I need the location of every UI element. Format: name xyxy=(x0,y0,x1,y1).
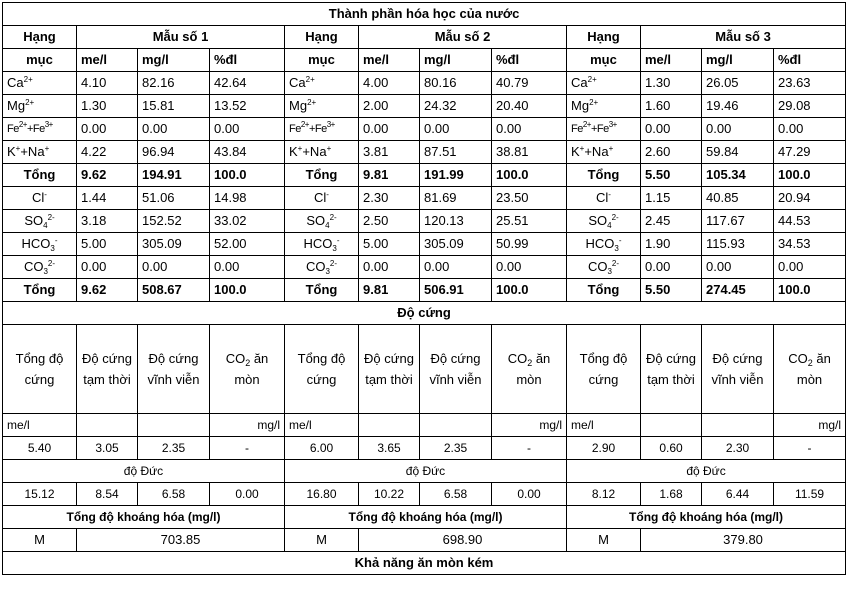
cell-value: 40.79 xyxy=(492,72,567,95)
muc-label: mục xyxy=(567,49,641,72)
ion-label-so4: $SO_4^{2-}$ xyxy=(285,210,359,233)
total-value: 191.99 xyxy=(420,164,492,187)
cell-value: 51.06 xyxy=(138,187,210,210)
total-value: 508.67 xyxy=(138,279,210,302)
cell-value: 82.16 xyxy=(138,72,210,95)
mineralization-label: Tổng độ khoáng hóa (mg/l) xyxy=(567,506,846,529)
ion-label-mg: $Mg^{2+}$ xyxy=(567,95,641,118)
cell-value: 23.63 xyxy=(774,72,846,95)
cell-value: 0.00 xyxy=(492,256,567,279)
total-value: 5.50 xyxy=(641,164,702,187)
hardness-value: 2.35 xyxy=(138,437,210,460)
total-value: 9.62 xyxy=(77,164,138,187)
unit-mgl: mg/l xyxy=(774,414,846,437)
total-value: 105.34 xyxy=(702,164,774,187)
cell-value: 5.00 xyxy=(359,233,420,256)
hco3-row xyxy=(3,233,846,256)
cell-value: 1.30 xyxy=(641,72,702,95)
m-label: M xyxy=(567,529,641,552)
cell-value: 0.00 xyxy=(77,256,138,279)
cell-value: 120.13 xyxy=(420,210,492,233)
cell-value: 96.94 xyxy=(138,141,210,164)
hang-muc-header-3: Hạng xyxy=(567,26,641,49)
permanent-hardness-header: Độ cứng vĩnh viễn xyxy=(138,325,210,414)
mineralization-value-row xyxy=(3,529,846,552)
permanent-hardness-header: Độ cứng vĩnh viễn xyxy=(420,325,492,414)
ion-label-fe: $Fe^{2+}+Fe^{3+}$ xyxy=(285,118,359,141)
empty-cell xyxy=(138,414,210,437)
footer-row xyxy=(3,552,846,575)
cation-total-row xyxy=(3,164,846,187)
hardness-value: 0.00 xyxy=(210,483,285,506)
cell-value: 1.15 xyxy=(641,187,702,210)
unit-mgl: mg/l xyxy=(210,414,285,437)
hardness-value: 15.12 xyxy=(3,483,77,506)
cell-value: 4.00 xyxy=(359,72,420,95)
mineralization-value: 698.90 xyxy=(359,529,567,552)
co2-corrosive-header: $CO_2$ ăn mòn xyxy=(774,325,846,414)
ion-label-ca: $Ca^{2+}$ xyxy=(3,72,77,95)
cell-value: 0.00 xyxy=(774,256,846,279)
ion-label-mg: $Mg^{2+}$ xyxy=(3,95,77,118)
cell-value: 115.93 xyxy=(702,233,774,256)
ion-label-co3: $CO_3^{2-}$ xyxy=(3,256,77,279)
cell-value: 50.99 xyxy=(492,233,567,256)
cell-value: 2.30 xyxy=(359,187,420,210)
cell-value: 1.90 xyxy=(641,233,702,256)
hardness-unit-row xyxy=(3,414,846,437)
empty-cell xyxy=(77,414,138,437)
cell-value: 0.00 xyxy=(702,118,774,141)
ion-label-fe: $Fe^{2+}+Fe^{3+}$ xyxy=(567,118,641,141)
hardness-value: 0.00 xyxy=(492,483,567,506)
co3-row xyxy=(3,256,846,279)
mineralization-value: 703.85 xyxy=(77,529,285,552)
muc-label: mục xyxy=(3,49,77,72)
cell-value: 59.84 xyxy=(702,141,774,164)
empty-cell xyxy=(641,414,702,437)
mineralization-label: Tổng độ khoáng hóa (mg/l) xyxy=(3,506,285,529)
cell-value: 0.00 xyxy=(359,118,420,141)
hardness-value: - xyxy=(210,437,285,460)
ion-label-cl: Cl- xyxy=(567,187,641,210)
co2-corrosive-header: $CO_2$ ăn mòn xyxy=(492,325,567,414)
cell-value: 0.00 xyxy=(420,118,492,141)
unit-mel: me/l xyxy=(641,49,702,72)
total-label: Tổng xyxy=(285,279,359,302)
cell-value: 0.00 xyxy=(138,256,210,279)
cell-value: 5.00 xyxy=(77,233,138,256)
hardness-value: 6.58 xyxy=(138,483,210,506)
sample-1-header: Mẫu số 1 xyxy=(77,26,285,49)
total-value: 100.0 xyxy=(492,279,567,302)
mineralization-value: 379.80 xyxy=(641,529,846,552)
cell-value: 81.69 xyxy=(420,187,492,210)
total-value: 9.62 xyxy=(77,279,138,302)
do-duc-label: độ Đức xyxy=(567,460,846,483)
hang-muc-header-2: Hạng xyxy=(285,26,359,49)
hardness-value: 2.30 xyxy=(702,437,774,460)
hardness-value: 8.12 xyxy=(567,483,641,506)
cell-value: 20.94 xyxy=(774,187,846,210)
cell-value: 0.00 xyxy=(641,256,702,279)
header-row-2 xyxy=(3,49,846,72)
hardness-value: - xyxy=(774,437,846,460)
cell-value: 20.40 xyxy=(492,95,567,118)
total-value: 100.0 xyxy=(492,164,567,187)
cell-value: 2.00 xyxy=(359,95,420,118)
ion-label-cl: Cl- xyxy=(3,187,77,210)
cell-value: 44.53 xyxy=(774,210,846,233)
hardness-title: Độ cứng xyxy=(3,302,846,325)
ca-row xyxy=(3,72,846,95)
m-label: M xyxy=(285,529,359,552)
unit-mel: me/l xyxy=(359,49,420,72)
cell-value: 47.29 xyxy=(774,141,846,164)
temporary-hardness-header: Độ cứng tạm thời xyxy=(359,325,420,414)
permanent-hardness-header: Độ cứng vĩnh viễn xyxy=(702,325,774,414)
ion-label-cl: Cl- xyxy=(285,187,359,210)
do-duc-label: độ Đức xyxy=(285,460,567,483)
cell-value: 15.81 xyxy=(138,95,210,118)
water-chemistry-table xyxy=(2,2,846,575)
cell-value: 4.10 xyxy=(77,72,138,95)
cell-value: 117.67 xyxy=(702,210,774,233)
co2-corrosive-header: $CO_2$ ăn mòn xyxy=(210,325,285,414)
mg-row xyxy=(3,95,846,118)
cell-value: 0.00 xyxy=(359,256,420,279)
cell-value: 3.18 xyxy=(77,210,138,233)
ion-label-co3: $CO_3^{2-}$ xyxy=(285,256,359,279)
hardness-duc-row xyxy=(3,483,846,506)
hardness-value: - xyxy=(492,437,567,460)
table-title: Thành phần hóa học của nước xyxy=(3,3,846,26)
cell-value: 0.00 xyxy=(774,118,846,141)
ion-label-ca: $Ca^{2+}$ xyxy=(567,72,641,95)
ion-label-ca: $Ca^{2+}$ xyxy=(285,72,359,95)
muc-label: mục xyxy=(285,49,359,72)
total-value: 5.50 xyxy=(641,279,702,302)
cell-value: 25.51 xyxy=(492,210,567,233)
cell-value: 29.08 xyxy=(774,95,846,118)
cell-value: 87.51 xyxy=(420,141,492,164)
ion-label-so4: $SO_4^{2-}$ xyxy=(567,210,641,233)
ion-label-hco3: $HCO_3^-$ xyxy=(567,233,641,256)
cell-value: 3.81 xyxy=(359,141,420,164)
unit-mel: me/l xyxy=(567,414,641,437)
cell-value: 2.50 xyxy=(359,210,420,233)
cell-value: 23.50 xyxy=(492,187,567,210)
hardness-header-row xyxy=(3,325,846,414)
cell-value: 24.32 xyxy=(420,95,492,118)
cell-value: 0.00 xyxy=(641,118,702,141)
total-value: 100.0 xyxy=(774,279,846,302)
ion-label-fe: $Fe^{2+}+Fe^{3+}$ xyxy=(3,118,77,141)
hang-muc-header-1: Hạng xyxy=(3,26,77,49)
total-hardness-header: Tổng độ cứng xyxy=(285,325,359,414)
cell-value: 13.52 xyxy=(210,95,285,118)
ion-label-co3: $CO_3^{2-}$ xyxy=(567,256,641,279)
hardness-value: 11.59 xyxy=(774,483,846,506)
cell-value: 0.00 xyxy=(77,118,138,141)
empty-cell xyxy=(420,414,492,437)
hardness-value: 6.00 xyxy=(285,437,359,460)
cell-value: 152.52 xyxy=(138,210,210,233)
hardness-value: 2.35 xyxy=(420,437,492,460)
cell-value: 1.60 xyxy=(641,95,702,118)
sample-3-header: Mẫu số 3 xyxy=(641,26,846,49)
hardness-value: 8.54 xyxy=(77,483,138,506)
unit-pct: %đl xyxy=(210,49,285,72)
hardness-value: 6.44 xyxy=(702,483,774,506)
unit-mel: me/l xyxy=(77,49,138,72)
hardness-mel-row xyxy=(3,437,846,460)
cell-value: 40.85 xyxy=(702,187,774,210)
header-row-1 xyxy=(3,26,846,49)
anion-total-row xyxy=(3,279,846,302)
fe-row xyxy=(3,118,846,141)
sample-2-header: Mẫu số 2 xyxy=(359,26,567,49)
total-value: 274.45 xyxy=(702,279,774,302)
total-value: 100.0 xyxy=(210,164,285,187)
unit-mgl: mg/l xyxy=(702,49,774,72)
cell-value: 0.00 xyxy=(210,256,285,279)
unit-mgl: mg/l xyxy=(138,49,210,72)
total-value: 506.91 xyxy=(420,279,492,302)
do-duc-row xyxy=(3,460,846,483)
cell-value: 2.45 xyxy=(641,210,702,233)
mineralization-header-row xyxy=(3,506,846,529)
unit-mel: me/l xyxy=(3,414,77,437)
hardness-value: 6.58 xyxy=(420,483,492,506)
corrosion-conclusion: Khả năng ăn mòn kém xyxy=(3,552,846,575)
cell-value: 1.30 xyxy=(77,95,138,118)
cell-value: 4.22 xyxy=(77,141,138,164)
ion-label-kna: K++Na+ xyxy=(3,141,77,164)
unit-mel: me/l xyxy=(285,414,359,437)
total-hardness-header: Tổng độ cứng xyxy=(567,325,641,414)
so4-row xyxy=(3,210,846,233)
cell-value: 14.98 xyxy=(210,187,285,210)
do-duc-label: độ Đức xyxy=(3,460,285,483)
ion-label-hco3: $HCO_3^-$ xyxy=(3,233,77,256)
hardness-value: 1.68 xyxy=(641,483,702,506)
unit-mgl: mg/l xyxy=(420,49,492,72)
hardness-value: 5.40 xyxy=(3,437,77,460)
hardness-value: 16.80 xyxy=(285,483,359,506)
cell-value: 80.16 xyxy=(420,72,492,95)
ion-label-kna: K++Na+ xyxy=(567,141,641,164)
unit-pct: %đl xyxy=(774,49,846,72)
mineralization-label: Tổng độ khoáng hóa (mg/l) xyxy=(285,506,567,529)
cell-value: 0.00 xyxy=(492,118,567,141)
total-value: 9.81 xyxy=(359,279,420,302)
cell-value: 38.81 xyxy=(492,141,567,164)
empty-cell xyxy=(702,414,774,437)
kna-row xyxy=(3,141,846,164)
cell-value: 0.00 xyxy=(702,256,774,279)
total-value: 100.0 xyxy=(210,279,285,302)
total-hardness-header: Tổng độ cứng xyxy=(3,325,77,414)
cell-value: 305.09 xyxy=(420,233,492,256)
cell-value: 43.84 xyxy=(210,141,285,164)
cell-value: 52.00 xyxy=(210,233,285,256)
hardness-value: 2.90 xyxy=(567,437,641,460)
ion-label-hco3: $HCO_3^-$ xyxy=(285,233,359,256)
cell-value: 33.02 xyxy=(210,210,285,233)
title-row xyxy=(3,3,846,26)
cell-value: 26.05 xyxy=(702,72,774,95)
total-value: 9.81 xyxy=(359,164,420,187)
total-label: Tổng xyxy=(3,279,77,302)
unit-mgl: mg/l xyxy=(492,414,567,437)
cell-value: 0.00 xyxy=(210,118,285,141)
cell-value: 34.53 xyxy=(774,233,846,256)
hardness-value: 3.65 xyxy=(359,437,420,460)
hardness-value: 3.05 xyxy=(77,437,138,460)
temporary-hardness-header: Độ cứng tạm thời xyxy=(641,325,702,414)
m-label: M xyxy=(3,529,77,552)
ion-label-kna: K++Na+ xyxy=(285,141,359,164)
cell-value: 42.64 xyxy=(210,72,285,95)
temporary-hardness-header: Độ cứng tạm thời xyxy=(77,325,138,414)
total-label: Tổng xyxy=(3,164,77,187)
hardness-value: 0.60 xyxy=(641,437,702,460)
cl-row xyxy=(3,187,846,210)
empty-cell xyxy=(359,414,420,437)
total-value: 100.0 xyxy=(774,164,846,187)
total-label: Tổng xyxy=(567,279,641,302)
cell-value: 19.46 xyxy=(702,95,774,118)
hardness-value: 10.22 xyxy=(359,483,420,506)
total-value: 194.91 xyxy=(138,164,210,187)
cell-value: 2.60 xyxy=(641,141,702,164)
unit-pct: %đl xyxy=(492,49,567,72)
cell-value: 1.44 xyxy=(77,187,138,210)
cell-value: 0.00 xyxy=(420,256,492,279)
cell-value: 0.00 xyxy=(138,118,210,141)
ion-label-mg: $Mg^{2+}$ xyxy=(285,95,359,118)
total-label: Tổng xyxy=(567,164,641,187)
cell-value: 305.09 xyxy=(138,233,210,256)
total-label: Tổng xyxy=(285,164,359,187)
hardness-title-row xyxy=(3,302,846,325)
ion-label-so4: $SO_4^{2-}$ xyxy=(3,210,77,233)
